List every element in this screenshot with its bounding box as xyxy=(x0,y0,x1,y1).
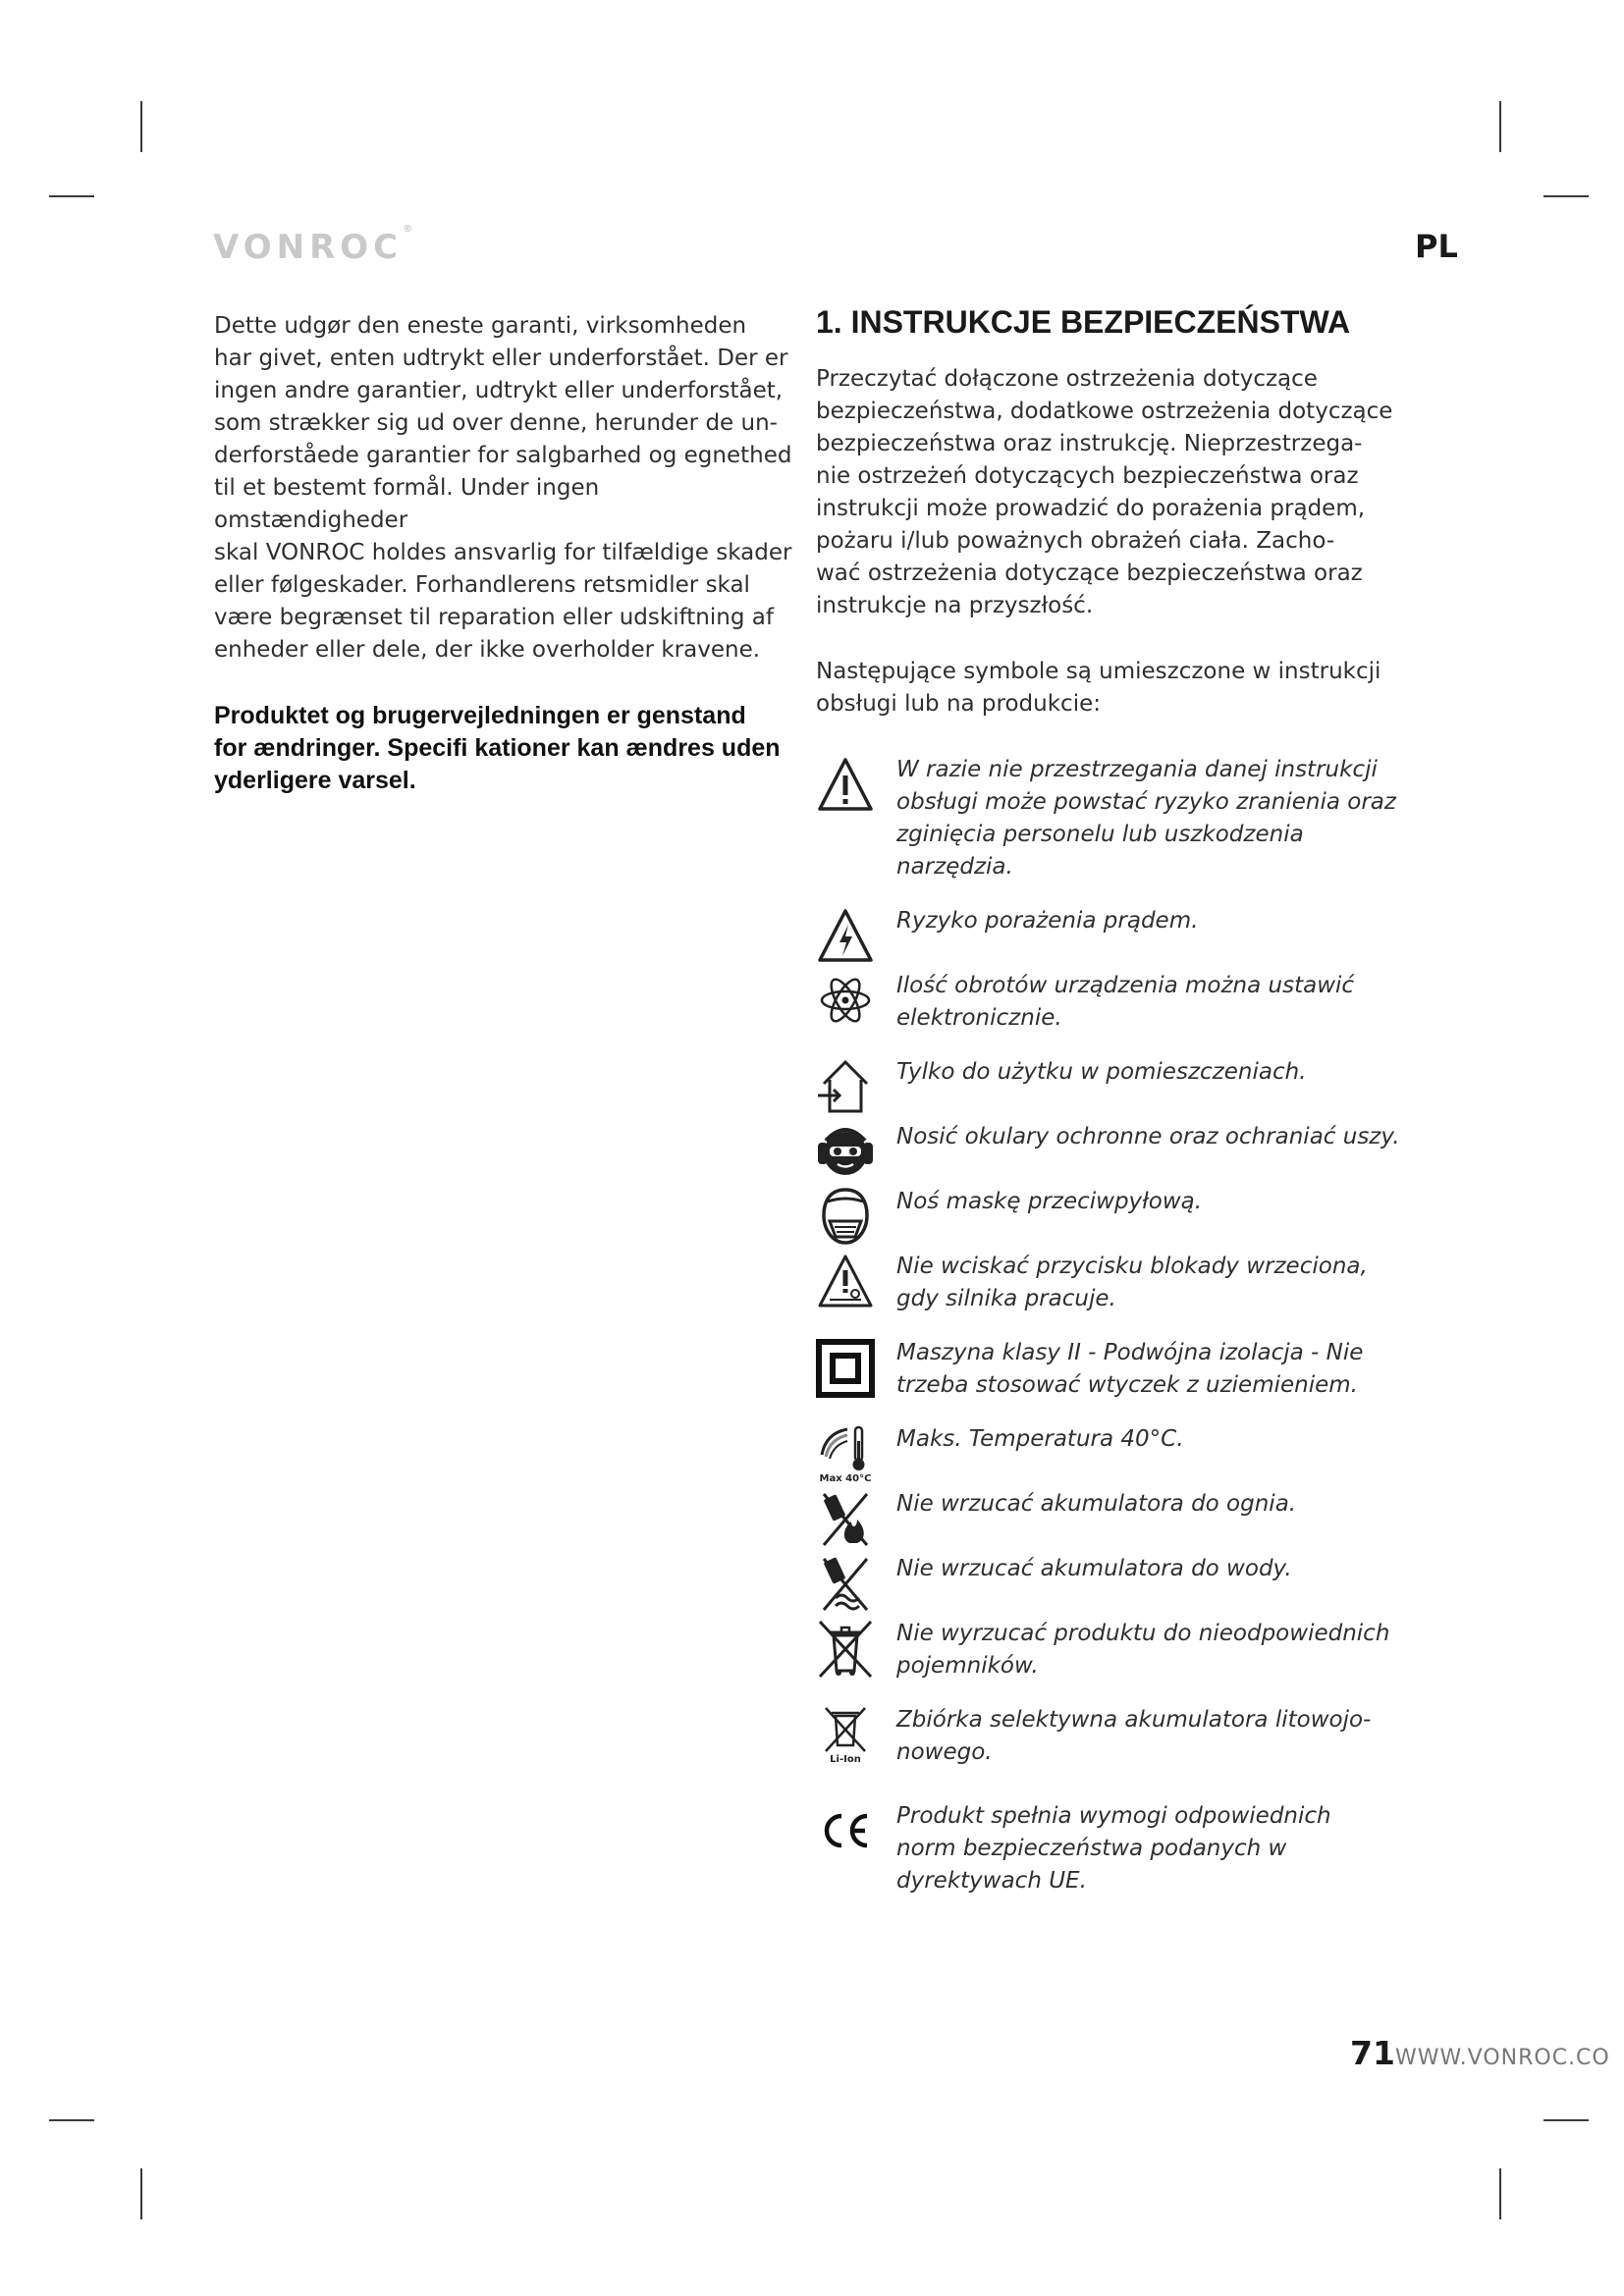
electric-shock-icon xyxy=(816,905,875,966)
goggles-earmuffs-icon xyxy=(816,1121,875,1182)
indoor-use-icon xyxy=(816,1056,875,1117)
symbol-text-spindle-lock: Nie wciskać przycisku blokady wrzeciona, gdy silnika pracuje. xyxy=(896,1254,1368,1311)
li-ion-recycle-icon xyxy=(816,1704,875,1765)
symbol-text-crossed-bin: Nie wyrzucać produktu do nieodpowiednich pojemników. xyxy=(896,1621,1390,1679)
crop-mark-bottom-right xyxy=(1499,2168,1501,2219)
crop-mark-top-right xyxy=(1499,101,1501,152)
safety-intro-paragraph: Przeczytać dołączone ostrzeżenia dotyczące bezpieczeństwa, dodatkowe ostrzeżenia dotyczące bezpieczeństwa oraz instrukcję. Nieprzestrzega- nie ostrzeżeń dotyczących bezpieczeństwa oraz instrukcji może prowadzić do porażenia prądem, pożaru i/lub poważnych obrażeń ciała. Zacho- wać ostrzeżenia dotyczące bezpieczeństwa oraz instrukcje na przyszłość. xyxy=(816,366,1393,618)
left-column xyxy=(214,310,793,797)
crop-mark-bottom-right-h xyxy=(1543,2119,1589,2121)
symbol-text-electric-shock: Ryzyko porażenia prądem. xyxy=(896,908,1199,934)
symbols-intro-paragraph: Następujące symbole są umieszczone w instrukcji obsługi lub na produkcie: xyxy=(816,659,1381,717)
crop-mark-bottom-left xyxy=(140,2168,142,2219)
symbol-text-ce-mark: Produkt spełnia wymogi odpowiednich norm bezpieczeństwa podanych w dyrektywach UE. xyxy=(896,1803,1331,1894)
symbol-text-no-fire: Nie wrzucać akumulatora do ognia. xyxy=(896,1491,1297,1517)
right-column xyxy=(816,302,1405,1894)
crop-mark-top-left-h xyxy=(49,195,94,197)
warning-icon xyxy=(816,754,875,815)
no-water-battery-icon xyxy=(816,1553,875,1614)
symbol-text-li-ion: Zbiórka selektywna akumulatora litowojo- nowego. xyxy=(896,1707,1372,1765)
symbol-text-goggles-earmuffs: Nosić okulary ochronne oraz ochraniać uszy. xyxy=(896,1124,1400,1149)
max-temperature-icon xyxy=(816,1423,875,1484)
crop-mark-top-right-h xyxy=(1543,195,1589,197)
brand-logo xyxy=(213,224,413,267)
page-footer xyxy=(1350,2034,1610,2072)
brand-logo-mark: ® xyxy=(403,224,413,235)
class-ii-insulation-icon xyxy=(816,1337,875,1398)
symbol-text-warning: W razie nie przestrzegania danej instrukcji obsługi może powstać ryzyko zranienia oraz zginięcia personelu lub uszkodzenia narzędzia. xyxy=(896,757,1396,880)
language-code: PL xyxy=(1415,228,1458,265)
symbol-text-dust-mask: Noś maskę przeciwpyłową. xyxy=(896,1189,1203,1214)
symbol-text-max-temperature: Maks. Temperatura 40°C. xyxy=(896,1426,1184,1452)
no-fire-battery-icon xyxy=(816,1488,875,1549)
symbol-text-class-ii: Maszyna klasy II - Podwójna izolacja - Nie trzeba stosować wtyczek z uziemieniem. xyxy=(896,1340,1364,1398)
dust-mask-icon xyxy=(816,1186,875,1247)
spindle-lock-warning-icon xyxy=(816,1251,875,1311)
ce-mark-icon xyxy=(816,1800,875,1861)
crossed-bin-icon xyxy=(816,1618,875,1679)
symbol-text-indoor-use: Tylko do użytku w pomieszczeniach. xyxy=(896,1059,1307,1085)
section-title: 1. INSTRUKCJE BEZPIECZEŃSTWA xyxy=(816,304,1351,340)
warranty-paragraph: Dette udgør den eneste garanti, virksomheden har givet, enten udtrykt eller underforstået. Der er ingen andre garantier, udtrykt eller underforstået, som strækker sig ud over denne, herunder de un- derforståede garantier for salgbarhed og egnethed til et bestemt formål. Under ingen omstændigheder skal VONROC holdes ansvarlig for tilfældige skader eller følgeskader. Forhandlerens retsmidler skal være begrænset til reparation eller udskiftning af enheder eller dele, der ikke overholder kravene. xyxy=(214,313,792,663)
symbol-text-no-water: Nie wrzucać akumulatora do wody. xyxy=(896,1556,1292,1581)
brand-logo-text: VONROC xyxy=(213,228,404,267)
crop-mark-top-left xyxy=(140,101,142,152)
symbol-text-electronic-speed: Ilość obrotów urządzenia można ustawić elektronicznie. xyxy=(896,973,1355,1031)
electronic-speed-icon xyxy=(816,970,875,1031)
crop-mark-bottom-left-h xyxy=(49,2119,94,2121)
page-number: 71 xyxy=(1350,2034,1395,2072)
website-link[interactable]: WWW.VONROC.CO xyxy=(1394,2046,1610,2070)
li-ion-label: Li-Ion xyxy=(830,1754,861,1765)
max-temperature-label: Max 40°C xyxy=(819,1473,872,1484)
changes-notice: Produktet og brugervejledningen er genstand for ændringer. Specifi kationer kan ændres uden yderligere varsel. xyxy=(214,702,781,794)
